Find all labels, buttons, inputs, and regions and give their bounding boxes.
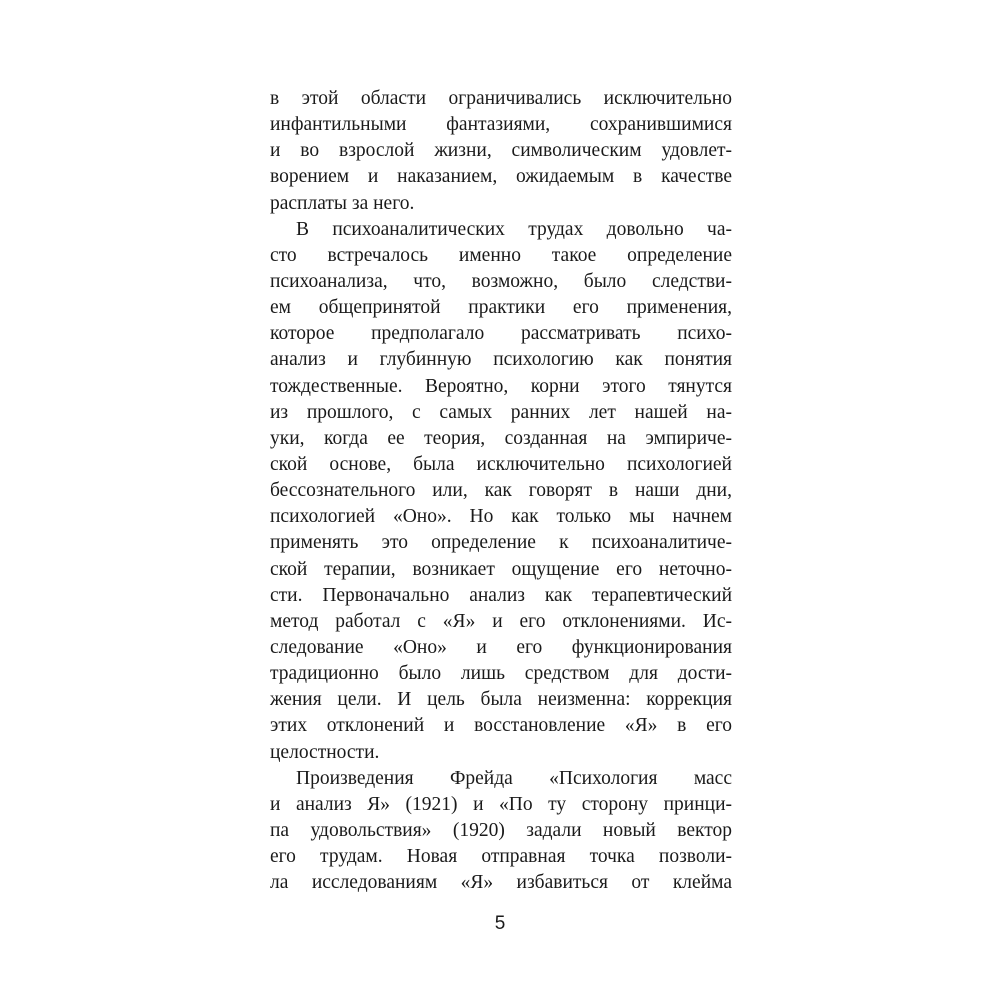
text-line: сти. Первоначально анализ как терапевтический — [270, 584, 732, 606]
text-line: его трудам. Новая отправная точка позволи- — [270, 846, 732, 868]
text-line: и анализ Я» (1921) и «По ту сторону принци- — [270, 793, 732, 815]
text-line: тождественные. Вероятно, корни этого тянутся — [270, 375, 732, 397]
text-line: сто встречалось именно такое определение — [270, 244, 732, 266]
page-number: 5 — [494, 913, 506, 934]
text-line: ской основе, была исключительно психологией — [270, 453, 732, 475]
text-line: применять это определение к психоаналитиче- — [270, 532, 732, 554]
text-line: анализ и глубинную психологию как понятия — [270, 349, 732, 371]
text-line: и во взрослой жизни, символическим удовлет- — [270, 140, 732, 162]
text-line: инфантильными фантазиями, сохранившимися — [270, 114, 732, 136]
text-line: уки, когда ее теория, созданная на эмпириче- — [270, 427, 732, 449]
text-line: расплаты за него. — [270, 192, 415, 214]
text-line: из прошлого, с самых ранних лет нашей на- — [270, 401, 732, 423]
text-line: ла исследованиям «Я» избавиться от клейма — [270, 872, 732, 894]
paragraph-first-line: В психоаналитических трудах довольно ча- — [296, 218, 732, 240]
text-line: следование «Оно» и его функционирования — [270, 636, 732, 658]
text-line: психологией «Оно». Но как только мы начнем — [270, 506, 732, 528]
paragraph-first-line: Произведения Фрейда «Психология масс — [296, 767, 732, 789]
text-line: ем общепринятой практики его применения, — [270, 297, 732, 319]
text-line: па удовольствия» (1920) задали новый вектор — [270, 819, 732, 841]
text-line: психоанализа, что, возможно, было следстви- — [270, 270, 732, 292]
text-line: жения цели. И цель была неизменна: коррекция — [270, 689, 732, 711]
text-line: метод работал с «Я» и его отклонениями. Ис- — [270, 610, 732, 632]
text-line: бессознательного или, как говорят в наши дни, — [270, 480, 732, 502]
body-text — [270, 86, 732, 896]
text-line: ской терапии, возникает ощущение его неточно- — [270, 558, 732, 580]
text-line: традиционно было лишь средством для дости- — [270, 663, 732, 685]
text-line: целостности. — [270, 741, 380, 763]
text-line: в этой области ограничивались исключительно — [270, 88, 732, 109]
text-line: которое предполагало рассматривать психо- — [270, 323, 732, 345]
text-line: ворением и наказанием, ожидаемым в качестве — [270, 166, 732, 188]
text-line: этих отклонений и восстановление «Я» в его — [270, 715, 732, 737]
